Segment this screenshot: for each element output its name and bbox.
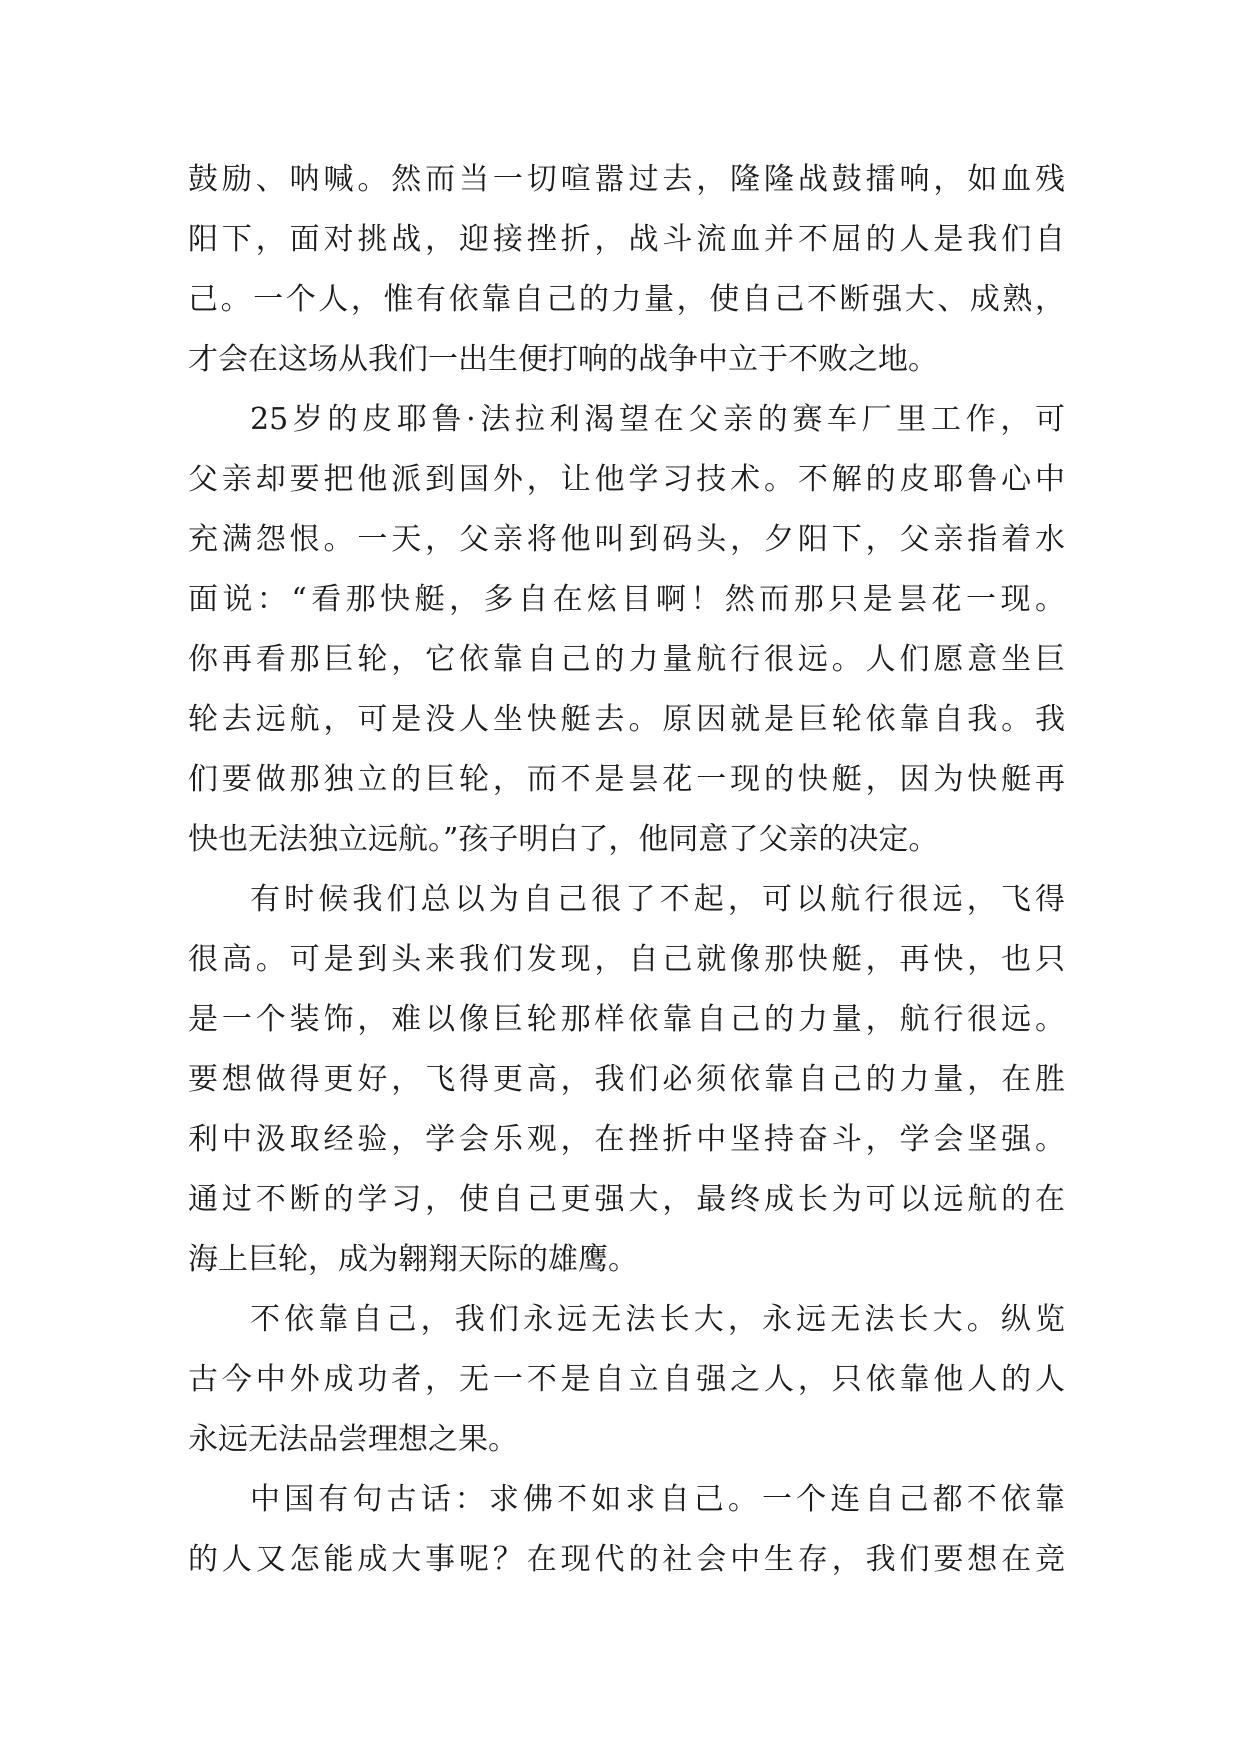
text-line: 很高。可是到头来我们发现，自己就像那快艇，再快，也只	[188, 942, 1065, 977]
text-line: 利中汲取经验，学会乐观，在挫折中坚持奋斗，学会坚强。	[188, 1122, 1065, 1157]
text-line: 的人又怎能成大事呢？在现代的社会中生存，我们要想在竞	[188, 1542, 1065, 1577]
text-line: 你再看那巨轮，它依靠自己的力量航行很远。人们愿意坐巨	[188, 642, 1065, 677]
text-line: 充满怨恨。一天，父亲将他叫到码头，夕阳下，父亲指着水	[188, 522, 1065, 557]
text-line: 通过不断的学习，使自己更强大，最终成长为可以远航的在	[188, 1182, 1065, 1217]
text-line: 父亲却要把他派到国外，让他学习技术。不解的皮耶鲁心中	[188, 462, 1065, 497]
text-line: 是一个装饰，难以像巨轮那样依靠自己的力量，航行很远。	[188, 1002, 1065, 1037]
text-line: 面说：“看那快艇，多自在炫目啊！然而那只是昙花一现。	[188, 582, 1065, 617]
text-line: 永远无法品尝理想之果。	[188, 1422, 518, 1457]
text-line: 有时候我们总以为自己很了不起，可以航行很远，飞得	[250, 882, 1065, 917]
document-body	[188, 150, 1065, 1590]
text-line: 中国有句古话：求佛不如求自己。一个连自己都不依靠	[250, 1482, 1065, 1517]
text-line: 己。一个人，惟有依靠自己的力量，使自己不断强大、成熟，	[188, 282, 1065, 317]
text-line: 鼓励、呐喊。然而当一切喧嚣过去，隆隆战鼓擂响，如血残	[188, 162, 1065, 197]
text-line: 古今中外成功者，无一不是自立自强之人，只依靠他人的人	[188, 1362, 1065, 1397]
text-line: 们要做那独立的巨轮，而不是昙花一现的快艇，因为快艇再	[188, 762, 1065, 797]
text-line: 快也无法独立远航。”孩子明白了，他同意了父亲的决定。	[188, 822, 939, 857]
text-line: 要想做得更好，飞得更高，我们必须依靠自己的力量，在胜	[188, 1062, 1065, 1097]
text-line: 才会在这场从我们一出生便打响的战争中立于不败之地。	[188, 342, 938, 377]
text-line: 轮去远航，可是没人坐快艇去。原因就是巨轮依靠自我。我	[188, 702, 1065, 737]
text-line: 25岁的皮耶鲁·法拉利渴望在父亲的赛车厂里工作，可	[250, 402, 1065, 437]
text-line: 阳下，面对挑战，迎接挫折，战斗流血并不屈的人是我们自	[188, 222, 1065, 257]
text-line: 海上巨轮，成为翱翔天际的雄鹰。	[188, 1242, 638, 1277]
text-line: 不依靠自己，我们永远无法长大，永远无法长大。纵览	[250, 1302, 1065, 1337]
